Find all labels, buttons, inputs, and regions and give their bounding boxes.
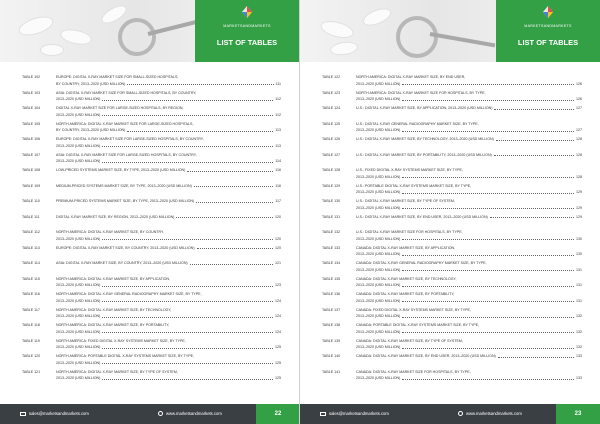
table-number: TABLE 136: [322, 292, 341, 296]
dot-leader: [402, 236, 574, 241]
dot-leader: [102, 313, 273, 318]
table-entry[interactable]: [22, 90, 281, 106]
table-page-number: 127: [576, 128, 582, 132]
table-page-number: 132: [576, 314, 582, 318]
dot-leader: [402, 251, 574, 256]
table-title: ASIA: DIGITAL X-RAY MARKET SIZE, BY COUNTRY, 2013–2020 (USD MILLION): [56, 261, 188, 265]
company-logo: [195, 5, 299, 28]
table-title-continued: 2013–2020 (USD MILLION): [56, 314, 101, 318]
table-entry[interactable]: [322, 260, 582, 276]
dot-leader: [102, 298, 273, 303]
dot-leader: [402, 329, 574, 334]
table-entry[interactable]: [322, 338, 582, 354]
table-title-continued: BY COUNTRY, 2013–2020 (USD MILLION): [56, 81, 126, 86]
table-page-number: 129: [576, 214, 582, 219]
table-number: TABLE 135: [322, 276, 341, 281]
table-page-number: 128: [576, 137, 582, 141]
table-title-continued: 2013–2020 (USD MILLION): [56, 345, 101, 349]
envelope-icon: [20, 412, 26, 416]
globe-icon: [158, 411, 163, 416]
footer-email[interactable]: [320, 411, 389, 416]
table-title: CANADA: DIGITAL X-RAY MARKET SIZE, BY PORTABILITY,: [356, 292, 455, 296]
table-entry[interactable]: [322, 369, 582, 385]
table-title: NORTH AMERICA: DIGITAL X-RAY MARKET SIZE FOR LARGE-SIZED HOSPITALS,: [56, 121, 194, 126]
table-page-number: 114: [275, 159, 281, 163]
table-number: TABLE 103: [22, 90, 41, 95]
table-entry[interactable]: [22, 105, 281, 121]
table-title-continued: 2013–2020 (USD MILLION): [56, 236, 101, 241]
table-list: [22, 74, 281, 384]
table-title: DIGITAL X-RAY MARKET SIZE FOR LARGE-SIZED HOSPITALS, BY REGION,: [56, 106, 184, 110]
table-entry[interactable]: [22, 121, 281, 137]
table-title: CANADA: FIXED DIGITAL X-RAY SYSTEMS MARKET SIZE, BY TYPE,: [356, 307, 471, 312]
table-number: TABLE 107: [22, 152, 41, 157]
table-page-number: 130: [576, 252, 582, 256]
footer-email-text: sales@marketsandmarkets.com: [29, 411, 89, 416]
footer-email[interactable]: [20, 411, 89, 416]
table-title-continued: 2013–2020 (USD MILLION): [356, 329, 401, 334]
table-entry[interactable]: [322, 90, 582, 106]
table-entry[interactable]: [22, 198, 281, 214]
table-title-continued: 2013–2020 (USD MILLION): [356, 298, 401, 303]
dot-leader: [194, 183, 273, 188]
table-page-number: 124: [275, 329, 281, 334]
footer-website-text: www.marketsandmarkets.com: [166, 411, 222, 416]
table-entry[interactable]: [22, 167, 281, 183]
envelope-icon: [320, 412, 326, 416]
page-number: 23: [556, 404, 600, 424]
logo-text: MARKETSANDMARKETS: [223, 24, 271, 28]
dot-leader: [498, 353, 574, 358]
table-title: CANADA: DIGITAL X-RAY MARKET SIZE, BY TECHNOLOGY,: [356, 276, 457, 281]
table-title-continued: 2013–2020 (USD MILLION): [356, 314, 401, 318]
table-title: LOW-PRICED SYSTEMS MARKET SIZE, BY TYPE, 2013–2020 (USD MILLION): [56, 168, 186, 172]
table-title-continued: 2013–2020 (USD MILLION): [356, 236, 401, 241]
table-entry[interactable]: [22, 74, 281, 90]
table-title: U.S.: PORTABLE DIGITAL X-RAY SYSTEMS MARKET SIZE, BY TYPE,: [356, 183, 472, 188]
table-title: U.S.: DIGITAL X-RAY MARKET SIZE, BY APPLICATION, 2013–2020 (USD MILLION): [356, 106, 493, 110]
table-number: TABLE 130: [322, 199, 341, 203]
table-title: U.S.: DIGITAL X-RAY MARKET SIZE FOR HOSPITALS, BY TYPE,: [356, 230, 463, 234]
dot-leader: [402, 344, 574, 349]
table-number: TABLE 124: [322, 106, 341, 110]
table-page-number: 113: [275, 128, 281, 132]
table-number: TABLE 110: [22, 199, 40, 203]
table-page-number: 111: [275, 81, 281, 86]
table-page-number: 124: [275, 298, 281, 303]
dot-leader: [102, 360, 273, 365]
table-page-number: 132: [576, 329, 582, 334]
table-entry[interactable]: [22, 245, 281, 261]
table-entry[interactable]: [322, 353, 582, 369]
table-number: TABLE 112: [22, 230, 40, 234]
table-number: TABLE 111: [22, 214, 40, 219]
table-title-continued: 2013–2020 (USD MILLION): [56, 97, 101, 101]
page-number: 22: [256, 404, 300, 424]
table-number: TABLE 131: [322, 214, 341, 219]
table-number: TABLE 125: [322, 121, 341, 126]
table-page-number: 124: [275, 314, 281, 318]
section-title: LIST OF TABLES: [517, 38, 579, 47]
table-title: ASIA: DIGITAL X-RAY MARKET SIZE FOR LARGE-SIZED HOSPITALS, BY COUNTRY,: [56, 152, 197, 157]
logo-text: MARKETSANDMARKETS: [524, 24, 572, 28]
table-entry[interactable]: [22, 136, 281, 152]
table-title: U.S.: DIGITAL X-RAY GENERAL RADIOGRAPHY MARKET SIZE, BY TYPE,: [356, 121, 479, 126]
table-entry[interactable]: [22, 338, 281, 354]
dot-leader: [402, 375, 574, 380]
table-entry[interactable]: [22, 260, 281, 276]
table-title-continued: 2013–2020 (USD MILLION): [56, 329, 101, 334]
table-title: MEDIUM-PRICED SYSTEMS MARKET SIZE, BY TYPE, 2013–2020 (USD MILLION): [56, 183, 192, 188]
table-number: TABLE 138: [322, 323, 341, 327]
dot-leader: [402, 81, 574, 86]
table-number: TABLE 126: [322, 137, 341, 141]
table-page-number: 133: [576, 376, 582, 380]
dot-leader: [187, 167, 273, 172]
table-page-number: 116: [275, 168, 281, 172]
table-entry[interactable]: [22, 229, 281, 245]
table-page-number: 117: [275, 199, 281, 203]
table-page-number: 113: [275, 143, 281, 148]
dot-leader: [402, 298, 574, 303]
table-entry[interactable]: [322, 167, 582, 183]
dot-leader: [102, 143, 273, 148]
table-entry[interactable]: [22, 291, 281, 307]
dot-leader: [496, 136, 574, 141]
dot-leader: [190, 260, 273, 265]
table-title-continued: BY COUNTRY, 2013–2020 (USD MILLION): [56, 128, 126, 132]
table-number: TABLE 123: [322, 90, 341, 95]
table-title-continued: 2013–2020 (USD MILLION): [56, 143, 101, 148]
dot-leader: [490, 214, 574, 219]
table-title-continued: 2013–2020 (USD MILLION): [356, 345, 401, 349]
dot-leader: [102, 158, 273, 163]
table-entry[interactable]: [22, 214, 281, 230]
table-page-number: 130: [576, 236, 582, 241]
table-title: U.S.: DIGITAL X-RAY MARKET SIZE, BY TYPE OF SYSTEM,: [356, 199, 455, 203]
table-title: U.S.: DIGITAL X-RAY MARKET SIZE, BY TECHNOLOGY, 2013–2020 (USD MILLION): [356, 137, 494, 141]
table-title: CANADA: DIGITAL X-RAY MARKET SIZE FOR HOSPITALS, BY TYPE,: [356, 369, 471, 374]
section-title: LIST OF TABLES: [216, 38, 278, 47]
dot-leader: [494, 152, 574, 157]
table-number: TABLE 104: [22, 106, 41, 110]
table-title-continued: 2013–2020 (USD MILLION): [356, 252, 401, 256]
table-number: TABLE 133: [322, 245, 341, 250]
table-title-continued: 2013–2020 (USD MILLION): [356, 174, 401, 179]
table-title: NORTH AMERICA: DIGITAL X-RAY MARKET SIZE, BY END USER,: [356, 75, 466, 79]
company-logo: [496, 5, 600, 28]
table-entry[interactable]: [22, 322, 281, 338]
table-title: NORTH AMERICA: DIGITAL X-RAY MARKET SIZE, BY TYPE OF SYSTEM,: [56, 369, 178, 374]
table-number: TABLE 121: [22, 369, 41, 374]
table-entry[interactable]: [322, 214, 582, 230]
dot-leader: [402, 205, 574, 210]
table-title: NORTH AMERICA: DIGITAL X-RAY GENERAL RADIOGRAPHY MARKET SIZE, BY TYPE,: [56, 292, 202, 296]
table-title-continued: 2013–2020 (USD MILLION): [356, 283, 401, 287]
table-title: CANADA: DIGITAL X-RAY MARKET SIZE, BY END USER, 2013–2020 (USD MILLION): [356, 354, 496, 358]
dot-leader: [402, 282, 574, 287]
table-page-number: 131: [576, 298, 582, 303]
globe-icon: [458, 411, 463, 416]
table-number: TABLE 127: [322, 152, 341, 157]
dot-leader: [102, 282, 273, 287]
table-entry[interactable]: [22, 152, 281, 168]
table-entry[interactable]: [322, 121, 582, 137]
dot-leader: [402, 174, 574, 179]
table-page-number: 112: [275, 97, 281, 101]
table-number: TABLE 129: [322, 183, 341, 188]
table-entry[interactable]: [22, 183, 281, 199]
table-number: TABLE 120: [22, 354, 41, 358]
table-title-continued: 2013–2020 (USD MILLION): [56, 159, 101, 163]
table-title-continued: 2013–2020 (USD MILLION): [56, 112, 101, 117]
dot-leader: [102, 344, 273, 349]
dot-leader: [196, 198, 273, 203]
page-footer: [0, 404, 300, 424]
dot-leader: [127, 81, 273, 86]
page-footer: [300, 404, 600, 424]
table-page-number: 120: [275, 245, 281, 250]
table-number: TABLE 139: [322, 338, 341, 343]
table-title-continued: 2013–2020 (USD MILLION): [356, 267, 401, 272]
table-title: ASIA: DIGITAL X-RAY MARKET SIZE FOR SMALL-SIZED HOSPITALS, BY COUNTRY,: [56, 90, 197, 95]
table-entry[interactable]: [322, 276, 582, 292]
table-entry[interactable]: [322, 307, 582, 323]
table-title-continued: 2013–2020 (USD MILLION): [356, 376, 401, 380]
dot-leader: [494, 105, 574, 110]
table-page-number: 132: [576, 345, 582, 349]
table-list: [322, 74, 582, 384]
table-entry[interactable]: [322, 322, 582, 338]
table-page-number: 131: [576, 267, 582, 272]
table-entry[interactable]: [322, 105, 582, 121]
footer-website[interactable]: [458, 411, 522, 416]
dot-leader: [197, 245, 273, 250]
dot-leader: [102, 236, 273, 241]
table-title: CANADA: DIGITAL X-RAY MARKET SIZE, BY TYPE OF SYSTEM,: [356, 338, 463, 343]
table-number: TABLE 117: [22, 307, 40, 312]
dot-leader: [127, 127, 273, 132]
dot-leader: [102, 375, 273, 380]
table-page-number: 125: [275, 360, 281, 365]
table-title-continued: 2013–2020 (USD MILLION): [56, 376, 101, 380]
table-entry[interactable]: [22, 369, 281, 385]
table-title: U.S.: DIGITAL X-RAY MARKET SIZE, BY PORTABILITY, 2013–2020 (USD MILLION): [356, 152, 492, 157]
table-page-number: 128: [576, 174, 582, 179]
table-title-continued: 2013–2020 (USD MILLION): [56, 360, 101, 365]
table-title: CANADA: DIGITAL X-RAY GENERAL RADIOGRAPHY MARKET SIZE, BY TYPE,: [356, 261, 487, 265]
table-number: TABLE 122: [322, 75, 341, 79]
table-page-number: 127: [576, 106, 582, 110]
table-entry[interactable]: [322, 198, 582, 214]
table-title-continued: 2013–2020 (USD MILLION): [56, 298, 101, 303]
table-entry[interactable]: [322, 229, 582, 245]
dot-leader: [402, 313, 574, 318]
table-entry[interactable]: [22, 276, 281, 292]
table-entry[interactable]: [322, 183, 582, 199]
table-entry[interactable]: [322, 152, 582, 168]
table-number: TABLE 141: [322, 369, 341, 374]
table-entry[interactable]: [322, 245, 582, 261]
table-number: TABLE 119: [22, 338, 40, 343]
table-page-number: 126: [576, 81, 582, 86]
table-title: EUROPE: DIGITAL X-RAY MARKET SIZE FOR SMALL-SIZED HOSPITALS,: [56, 75, 179, 79]
footer-website-text: www.marketsandmarkets.com: [466, 411, 522, 416]
table-number: TABLE 116: [22, 292, 40, 296]
table-number: TABLE 140: [322, 354, 341, 358]
table-entry[interactable]: [322, 74, 582, 90]
table-title: NORTH AMERICA: PORTABLE DIGITAL X-RAY SYSTEMS MARKET SIZE, BY TYPE,: [56, 354, 195, 358]
dot-leader: [102, 96, 273, 101]
table-page-number: 125: [275, 376, 281, 380]
table-number: TABLE 118: [22, 323, 40, 327]
table-number: TABLE 132: [322, 230, 341, 234]
dot-leader: [102, 329, 273, 334]
table-title-continued: 2013–2020 (USD MILLION): [356, 81, 401, 86]
table-page-number: 133: [576, 354, 582, 358]
table-page-number: 116: [275, 183, 281, 188]
logo-mark-icon: [240, 6, 254, 18]
table-title: NORTH AMERICA: DIGITAL X-RAY MARKET SIZE, BY TECHNOLOGY,: [56, 307, 172, 312]
table-title: U.S.: FIXED DIGITAL X-RAY SYSTEMS MARKET SIZE, BY TYPE,: [356, 168, 463, 172]
table-entry[interactable]: [22, 353, 281, 369]
dot-leader: [402, 127, 574, 132]
table-number: TABLE 106: [22, 137, 41, 141]
table-title: U.S.: DIGITAL X-RAY MARKET SIZE, BY END USER, 2013–2020 (USD MILLION): [356, 214, 488, 219]
table-title-continued: 2013–2020 (USD MILLION): [356, 190, 401, 194]
table-page-number: 131: [576, 283, 582, 287]
table-page-number: 129: [576, 190, 582, 194]
table-number: TABLE 109: [22, 183, 41, 188]
table-title: EUROPE: DIGITAL X-RAY MARKET SIZE, BY COUNTRY, 2013–2020 (USD MILLION): [56, 245, 195, 250]
table-number: TABLE 113: [22, 245, 40, 250]
right-page: [300, 0, 600, 424]
table-number: TABLE 134: [322, 261, 341, 265]
table-page-number: 121: [275, 261, 281, 265]
table-entry[interactable]: [322, 291, 582, 307]
table-title: NORTH AMERICA: DIGITAL X-RAY MARKET SIZE, BY APPLICATION,: [56, 276, 171, 281]
table-title: CANADA: PORTABLE DIGITAL X-RAY SYSTEMS MARKET SIZE, BY TYPE,: [356, 323, 480, 327]
table-number: TABLE 128: [322, 168, 341, 172]
table-page-number: 123: [275, 283, 281, 287]
table-title-continued: 2013–2020 (USD MILLION): [356, 128, 401, 132]
table-title-continued: 2013–2020 (USD MILLION): [356, 97, 401, 101]
table-title: NORTH AMERICA: FIXED DIGITAL X-RAY SYSTEMS MARKET SIZE, BY TYPE,: [56, 338, 186, 343]
table-page-number: 112: [275, 112, 281, 117]
footer-website[interactable]: [158, 411, 222, 416]
logo-mark-icon: [541, 6, 555, 18]
table-title: NORTH AMERICA: DIGITAL X-RAY MARKET SIZE, BY PORTABILITY,: [56, 323, 170, 327]
table-number: TABLE 115: [22, 276, 40, 281]
table-entry[interactable]: [322, 136, 582, 152]
table-page-number: 125: [275, 345, 281, 349]
table-number: TABLE 137: [322, 307, 341, 312]
dot-leader: [402, 189, 574, 194]
table-entry[interactable]: [22, 307, 281, 323]
table-title: DIGITAL X-RAY MARKET SIZE, BY REGION, 2013–2020 (USD MILLION): [56, 214, 175, 219]
table-page-number: 120: [275, 236, 281, 241]
section-banner: [496, 0, 600, 62]
table-number: TABLE 105: [22, 121, 41, 126]
table-title-continued: 2013–2020 (USD MILLION): [356, 205, 401, 210]
footer-email-text: sales@marketsandmarkets.com: [329, 411, 389, 416]
table-title-continued: 2013–2020 (USD MILLION): [56, 283, 101, 287]
section-banner: [195, 0, 299, 62]
table-number: TABLE 114: [22, 261, 40, 265]
table-page-number: 126: [576, 97, 582, 101]
dot-leader: [402, 96, 574, 101]
table-number: TABLE 102: [22, 75, 41, 79]
table-page-number: 129: [576, 205, 582, 210]
table-page-number: 120: [275, 214, 281, 219]
table-number: TABLE 108: [22, 168, 41, 172]
table-title: EUROPE: DIGITAL X-RAY MARKET SIZE FOR LARGE-SIZED HOSPITALS, BY COUNTRY,: [56, 137, 204, 141]
table-title: NORTH AMERICA: DIGITAL X-RAY MARKET SIZE, BY COUNTRY,: [56, 230, 164, 234]
table-page-number: 128: [576, 152, 582, 157]
dot-leader: [176, 214, 273, 219]
table-title: NORTH AMERICA: DIGITAL X-RAY MARKET SIZE FOR HOSPITALS, BY TYPE,: [356, 90, 486, 95]
table-title: CANADA: DIGITAL X-RAY MARKET SIZE, BY APPLICATION,: [356, 245, 456, 250]
dot-leader: [402, 267, 574, 272]
table-title: PREMIUM-PRICED SYSTEMS MARKET SIZE, BY TYPE, 2013–2020 (USD MILLION): [56, 199, 195, 203]
dot-leader: [102, 112, 273, 117]
